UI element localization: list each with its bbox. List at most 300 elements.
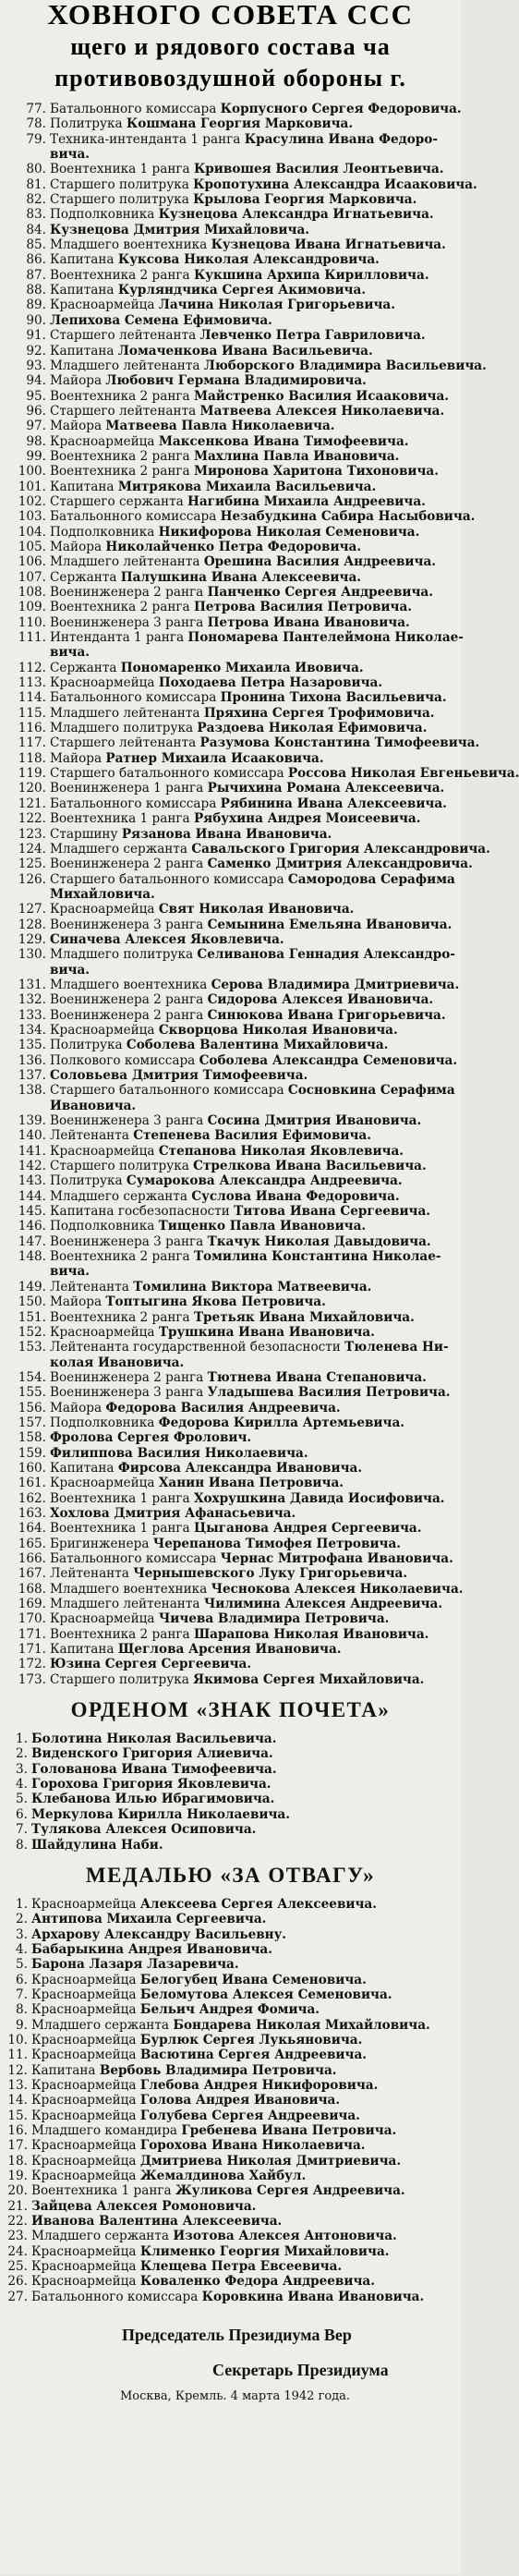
item-number: 116. bbox=[18, 721, 46, 736]
item-text bbox=[50, 1657, 461, 1671]
list-item bbox=[0, 615, 461, 630]
list-item bbox=[0, 781, 461, 796]
item-text bbox=[50, 1416, 461, 1430]
item-number: 20. bbox=[7, 2183, 28, 2199]
awardee-name: Уладышева Василия Петровича. bbox=[207, 1385, 451, 1401]
awardee-rank: Красноармейца bbox=[31, 2002, 140, 2018]
awardee-name: Бабарыкина Андрея Ивановича. bbox=[31, 1941, 272, 1957]
awardee-rank: Красноармейца bbox=[50, 1324, 159, 1340]
item-text bbox=[50, 675, 461, 690]
awardee-rank: Старшего лейтенанта bbox=[50, 328, 200, 344]
item-number: 146. bbox=[18, 1219, 46, 1234]
awardee-name: Митрякова Михаила Васильевича. bbox=[117, 479, 377, 494]
awardee-rank: Красноармейца bbox=[31, 2153, 140, 2169]
item-text bbox=[31, 2214, 461, 2229]
list-item bbox=[0, 464, 461, 479]
item-number: 172. bbox=[18, 1657, 46, 1672]
list-item bbox=[0, 675, 461, 690]
list-item bbox=[0, 857, 473, 872]
awardee-rank: Капитана bbox=[31, 2062, 100, 2078]
awardee-name: вича. bbox=[50, 147, 91, 163]
list-item bbox=[0, 313, 461, 328]
list-item-continuation bbox=[0, 147, 461, 162]
awardee-name: Свят Николая Ивановича. bbox=[158, 902, 355, 917]
item-text bbox=[50, 721, 461, 735]
item-number: 167. bbox=[18, 1566, 46, 1582]
item-text bbox=[31, 1957, 461, 1972]
item-text bbox=[50, 1566, 461, 1581]
list-item bbox=[0, 721, 461, 735]
item-number: 6. bbox=[16, 1972, 28, 1987]
item-text bbox=[50, 917, 461, 932]
item-number: 105. bbox=[18, 539, 46, 554]
awardee-rank: Воентехника 2 ранга bbox=[50, 388, 194, 404]
awardee-rank: Подполковника bbox=[50, 207, 159, 223]
awardee-rank: Воентехника 2 ранга bbox=[50, 600, 194, 615]
awardee-name: Палушкина Ивана Алексеевича. bbox=[120, 569, 361, 585]
awardee-name: Чернас Митрофана Ивановича. bbox=[220, 1551, 453, 1566]
awardee-name: Зайцева Алексея Ромоновича. bbox=[31, 2198, 257, 2214]
awardee-name: Вербовь Владимира Петровича. bbox=[99, 2062, 337, 2078]
awardee-rank: Лейтенанта bbox=[50, 1566, 134, 1582]
awardee-name: Хохлова Дмитрия Афанасьевича. bbox=[50, 1505, 296, 1521]
list-item bbox=[0, 1113, 461, 1128]
awardee-rank: Майора bbox=[50, 373, 106, 389]
item-number: 106. bbox=[18, 554, 46, 570]
awardee-name: Меркулова Кирилла Николаевича. bbox=[31, 1806, 290, 1822]
item-number: 80. bbox=[26, 162, 46, 177]
awardee-name: Савальского Григория Александровича. bbox=[191, 841, 490, 857]
awardee-name: Голубева Сергея Андреевича. bbox=[139, 2108, 360, 2123]
awardee-name: Синачева Алексея Яковлевича. bbox=[50, 931, 284, 947]
awardee-name: Кривошея Василия Леонтьевича. bbox=[193, 162, 444, 177]
list-item bbox=[0, 2108, 461, 2123]
item-number: 131. bbox=[18, 977, 46, 992]
item-text bbox=[31, 1927, 461, 1942]
item-text bbox=[50, 1038, 461, 1052]
item-text bbox=[50, 1642, 461, 1657]
awardee-name: Алексеева Сергея Алексеевича. bbox=[139, 1896, 377, 1912]
item-number: 100. bbox=[18, 464, 46, 480]
item-number: 113. bbox=[18, 675, 46, 691]
awardee-name: Цыганова Андрея Сергеевича. bbox=[193, 1521, 422, 1537]
awardee-name: Николайченко Петра Федоровича. bbox=[105, 539, 362, 554]
list-item bbox=[0, 176, 477, 192]
list-item-continuation bbox=[0, 963, 461, 978]
list-item bbox=[0, 872, 461, 887]
awardee-name: Ломаченкова Ивана Васильевича. bbox=[117, 343, 373, 358]
list-item bbox=[0, 2123, 461, 2138]
item-number: 7. bbox=[16, 1987, 28, 2002]
list-item bbox=[0, 1053, 461, 1068]
awardee-rank: Воентехника 2 ранга bbox=[50, 1309, 194, 1325]
awardee-rank: Воентехника 2 ранга bbox=[50, 1249, 194, 1265]
awardee-name: Максенкова Ивана Тимофеевича. bbox=[158, 433, 409, 449]
item-text bbox=[50, 1204, 461, 1219]
awardee-name: Самородова Серафима bbox=[287, 871, 455, 887]
item-number: 125. bbox=[18, 857, 46, 872]
list-item bbox=[0, 1159, 461, 1173]
item-text bbox=[50, 1128, 461, 1143]
item-number: 13. bbox=[7, 2077, 28, 2093]
item-number: 153. bbox=[18, 1340, 46, 1355]
list-item bbox=[0, 2002, 461, 2017]
awardee-rank: Бригинженера bbox=[50, 1536, 153, 1551]
item-number: 117. bbox=[18, 735, 46, 751]
awardee-rank: Младшего сержанта bbox=[31, 2017, 174, 2033]
item-number: 151. bbox=[18, 1309, 46, 1325]
item-number: 159. bbox=[18, 1445, 46, 1461]
item-text bbox=[50, 630, 464, 645]
awardee-name: Кузнецова Дмитрия Михайловича. bbox=[50, 222, 309, 237]
list-item bbox=[0, 298, 461, 312]
item-text bbox=[50, 132, 461, 147]
awardee-name: Чичева Владимира Петровича. bbox=[158, 1611, 390, 1627]
awardee-rank: Воентехника 1 ранга bbox=[50, 811, 194, 827]
awardee-name: Синюкова Ивана Григорьевича. bbox=[207, 1007, 446, 1023]
item-number: 126. bbox=[18, 871, 46, 887]
awardee-name: Любович Германа Владимировича. bbox=[105, 373, 367, 389]
awardee-rank: Воентехника 2 ранга bbox=[50, 448, 194, 464]
item-text bbox=[50, 600, 461, 614]
list-item bbox=[0, 1732, 461, 1746]
awardee-rank: Младшего политрука bbox=[50, 721, 198, 736]
item-text bbox=[31, 1897, 461, 1912]
list-item bbox=[0, 2229, 461, 2243]
list-item bbox=[0, 358, 487, 373]
item-number: 83. bbox=[26, 207, 46, 223]
item-number: 85. bbox=[26, 237, 46, 253]
item-number: 9. bbox=[16, 2017, 28, 2033]
item-text bbox=[50, 389, 461, 404]
awardee-rank: Подполковника bbox=[50, 1415, 159, 1430]
award-list-main bbox=[0, 102, 519, 1687]
item-text bbox=[50, 554, 461, 569]
item-number: 169. bbox=[18, 1597, 46, 1612]
awardee-rank: Политрука bbox=[50, 1038, 127, 1053]
item-text bbox=[50, 162, 461, 176]
item-number: 127. bbox=[18, 902, 46, 917]
item-text bbox=[31, 1822, 461, 1837]
item-number: 121. bbox=[18, 796, 46, 811]
item-text bbox=[50, 1582, 463, 1597]
awardee-rank: Красноармейца bbox=[31, 2032, 140, 2047]
awardee-name: Горохова Григория Яковлевича. bbox=[31, 1777, 272, 1792]
item-text bbox=[50, 1521, 461, 1536]
list-item bbox=[0, 1957, 461, 1972]
awardee-name: колая Ивановича. bbox=[50, 1355, 185, 1370]
awardee-rank: Подполковника bbox=[50, 524, 159, 540]
awardee-name: Шарапова Николая Ивановича. bbox=[193, 1626, 429, 1642]
item-text bbox=[50, 1430, 461, 1445]
list-item bbox=[0, 1987, 461, 2002]
awardee-rank: Младшего лейтенанта bbox=[50, 1597, 204, 1612]
item-number: 173. bbox=[18, 1671, 46, 1687]
item-text bbox=[50, 661, 461, 675]
awardee-rank: Капитана bbox=[50, 1642, 118, 1658]
awardee-name: Жемалдинова Хайбул. bbox=[139, 2169, 307, 2184]
item-number: 115. bbox=[18, 705, 46, 721]
list-item bbox=[0, 2047, 461, 2062]
awardee-rank: Красноармейца bbox=[50, 1143, 159, 1159]
awardee-rank: Батальонного комиссара bbox=[50, 509, 221, 525]
awardee-name: Кропотухина Александра Исааковича. bbox=[193, 176, 477, 192]
list-item bbox=[0, 585, 461, 600]
list-item bbox=[0, 1083, 461, 1098]
item-text bbox=[50, 978, 461, 992]
list-item bbox=[0, 1023, 461, 1038]
item-text bbox=[50, 1446, 461, 1461]
awardee-name: Жуликова Сергея Андреевича. bbox=[175, 2183, 405, 2199]
awardee-name: Фролова Сергея Фролович. bbox=[50, 1430, 252, 1446]
item-number: 170. bbox=[18, 1611, 46, 1627]
list-item bbox=[0, 2214, 461, 2229]
awardee-name: Походаева Петра Назаровича. bbox=[158, 675, 383, 691]
item-number: 139. bbox=[18, 1113, 46, 1129]
item-number: 144. bbox=[18, 1188, 46, 1204]
awardee-name: Голованова Ивана Тимофеевича. bbox=[31, 1761, 277, 1777]
awardee-rank: Батальонного комиссара bbox=[31, 2289, 202, 2304]
awardee-name: Россова Николая Евгеньевича. bbox=[287, 766, 519, 782]
awardee-name: Соболева Александра Семеновича. bbox=[199, 1052, 458, 1068]
awardee-name: Незабудкина Сабира Насыбовича. bbox=[220, 509, 476, 525]
list-item bbox=[0, 419, 461, 433]
list-item bbox=[0, 2033, 461, 2047]
awardee-rank: Военинженера 2 ранга bbox=[50, 857, 208, 872]
awardee-rank: Военинженера 2 ранга bbox=[50, 1369, 208, 1385]
awardee-rank: Военинженера 3 ранга bbox=[50, 1233, 208, 1249]
awardee-name: Разумова Константина Тимофеевича. bbox=[199, 735, 480, 751]
item-text bbox=[50, 827, 461, 842]
item-text bbox=[50, 373, 461, 388]
list-item bbox=[0, 1973, 461, 1987]
list-item bbox=[0, 237, 461, 252]
list-item bbox=[0, 1897, 461, 1912]
awardee-rank: Старшего лейтенанта bbox=[50, 403, 200, 419]
awardee-rank: Красноармейца bbox=[50, 1611, 159, 1627]
awardee-name: Тулякова Алексея Осиповича. bbox=[31, 1822, 257, 1838]
list-item bbox=[0, 328, 461, 343]
list-item bbox=[0, 751, 461, 766]
item-number: 156. bbox=[18, 1400, 46, 1416]
list-item bbox=[0, 2093, 461, 2108]
awardee-rank: Интенданта 1 ранга bbox=[50, 630, 188, 646]
item-number: 171. bbox=[18, 1642, 46, 1658]
item-text bbox=[50, 796, 461, 811]
awardee-name: Соболева Валентина Михайловича. bbox=[126, 1038, 389, 1053]
item-number: 101. bbox=[18, 479, 46, 494]
list-item bbox=[0, 2290, 461, 2304]
list-item bbox=[0, 841, 490, 857]
awardee-name: Сосина Дмитрия Ивановича. bbox=[207, 1113, 422, 1129]
awardee-name: Виденского Григория Алиевича. bbox=[31, 1746, 273, 1762]
awardee-name: Коваленко Федора Андреевича. bbox=[139, 2274, 375, 2290]
list-item bbox=[0, 1597, 461, 1611]
awardee-name: Третьяк Ивана Михайловича. bbox=[193, 1309, 415, 1325]
awardee-name: Трушкина Ивана Ивановича. bbox=[158, 1324, 375, 1340]
item-text bbox=[31, 2033, 461, 2047]
awardee-rank: Старшего политрука bbox=[50, 192, 194, 208]
item-text bbox=[50, 585, 461, 600]
item-text bbox=[50, 102, 462, 116]
item-number: 145. bbox=[18, 1204, 46, 1220]
item-number: 92. bbox=[26, 343, 46, 358]
awardee-name: Дмитриева Николая Дмитриевича. bbox=[139, 2153, 402, 2169]
item-number: 82. bbox=[26, 192, 46, 208]
item-text bbox=[50, 857, 473, 871]
item-number: 149. bbox=[18, 1279, 46, 1294]
awardee-name: Семынина Емельяна Ивановича. bbox=[207, 917, 453, 932]
item-text bbox=[50, 1189, 461, 1204]
awardee-rank: Младшего сержанта bbox=[31, 2229, 174, 2244]
list-item bbox=[0, 917, 461, 932]
awardee-rank: Красноармейца bbox=[31, 2077, 140, 2093]
awardee-rank: Капитана bbox=[50, 343, 118, 358]
awardee-rank: Майора bbox=[50, 1400, 106, 1416]
item-number: 154. bbox=[18, 1369, 46, 1385]
list-item bbox=[0, 1204, 461, 1219]
item-text bbox=[50, 1385, 461, 1400]
awardee-name: Филиппова Василия Николаевича. bbox=[50, 1445, 308, 1461]
list-item bbox=[0, 389, 461, 404]
item-text bbox=[50, 1068, 461, 1083]
list-item-continuation bbox=[0, 887, 461, 902]
item-number: 130. bbox=[18, 947, 46, 963]
awardee-name: Корпусного Сергея Федоровича. bbox=[220, 102, 462, 116]
awardee-name: Чилимина Алексея Андреевича. bbox=[203, 1597, 443, 1612]
item-number: 21. bbox=[7, 2198, 28, 2214]
awardee-rank: Батальонного комиссара bbox=[50, 1551, 221, 1566]
awardee-name: Нагибина Михаила Андреевича. bbox=[187, 493, 426, 509]
awardee-rank: Подполковника bbox=[50, 1219, 159, 1234]
item-text bbox=[50, 358, 487, 373]
list-item bbox=[0, 252, 461, 267]
item-text bbox=[50, 116, 461, 131]
list-item bbox=[0, 1008, 461, 1023]
awardee-rank: Красноармейца bbox=[50, 298, 159, 313]
awardee-name: Федорова Василия Андреевича. bbox=[105, 1400, 341, 1416]
list-item bbox=[0, 1672, 461, 1687]
item-text bbox=[50, 237, 461, 252]
awardee-name: Клещева Петра Евсеевича. bbox=[139, 2259, 343, 2275]
item-text bbox=[50, 766, 519, 781]
item-text bbox=[50, 1053, 461, 1068]
awardee-name: Лепихова Семена Ефимовича. bbox=[50, 312, 272, 328]
item-number: 137. bbox=[18, 1068, 46, 1083]
item-text bbox=[31, 1792, 461, 1806]
item-text bbox=[50, 1401, 461, 1416]
list-item bbox=[0, 827, 461, 842]
awardee-name: Антипова Михаила Сергеевича. bbox=[31, 1912, 267, 1927]
item-text bbox=[50, 480, 461, 494]
list-item bbox=[0, 1746, 461, 1761]
item-number: 109. bbox=[18, 600, 46, 615]
item-text bbox=[31, 1732, 461, 1746]
item-number: 122. bbox=[18, 811, 46, 827]
item-number: 166. bbox=[18, 1551, 46, 1566]
item-text bbox=[31, 2199, 461, 2214]
list-item bbox=[0, 1446, 461, 1461]
item-number: 138. bbox=[18, 1083, 46, 1099]
list-item bbox=[0, 1249, 461, 1264]
item-text bbox=[31, 2018, 461, 2033]
item-text bbox=[31, 2002, 461, 2017]
item-text bbox=[31, 2108, 461, 2123]
awardee-name: Скворцова Николая Ивановича. bbox=[158, 1022, 398, 1038]
awardee-rank: Старшего батальонного комиссара bbox=[50, 1083, 288, 1099]
list-item bbox=[0, 116, 461, 131]
item-text bbox=[50, 177, 477, 192]
list-item bbox=[0, 1822, 461, 1837]
item-text bbox=[31, 2154, 461, 2169]
item-text bbox=[50, 1551, 461, 1566]
presidium-chair-line: Председатель Президиума Вер bbox=[122, 2326, 352, 2345]
list-item bbox=[0, 207, 461, 222]
list-item bbox=[0, 1038, 461, 1052]
list-item bbox=[0, 661, 461, 675]
awardee-name: Сидорова Алексея Ивановича. bbox=[207, 992, 434, 1008]
awardee-name: Клименко Георгия Михайловича. bbox=[139, 2243, 390, 2259]
item-text bbox=[50, 570, 461, 585]
list-item bbox=[0, 1128, 461, 1143]
awardee-rank: Лейтенанта государственной безопасности bbox=[50, 1340, 345, 1355]
item-text bbox=[50, 1113, 461, 1128]
item-text bbox=[50, 706, 461, 721]
awardee-rank: Красноармейца bbox=[31, 2093, 140, 2108]
item-text bbox=[31, 2229, 461, 2243]
item-text bbox=[50, 1611, 461, 1626]
item-number: 99. bbox=[26, 448, 46, 464]
item-text bbox=[50, 419, 461, 433]
list-item bbox=[0, 1491, 461, 1506]
item-number: 1. bbox=[16, 1896, 28, 1912]
awardee-name: Томилина Виктора Матвеевича. bbox=[133, 1279, 372, 1294]
list-item bbox=[0, 811, 461, 826]
awardee-rank: Воентехника 1 ранга bbox=[50, 162, 194, 177]
item-text bbox=[50, 1597, 461, 1611]
list-item bbox=[0, 1416, 461, 1430]
item-text bbox=[31, 2183, 461, 2198]
awardee-rank: Старшину bbox=[50, 826, 122, 842]
item-text bbox=[50, 690, 461, 705]
list-item bbox=[0, 494, 461, 509]
list-item bbox=[0, 434, 461, 449]
awardee-rank: Батальонного комиссара bbox=[50, 102, 221, 116]
item-number: 147. bbox=[18, 1233, 46, 1249]
awardee-rank: Майора bbox=[50, 419, 106, 434]
item-number: 11. bbox=[7, 2047, 28, 2063]
item-number: 119. bbox=[18, 766, 46, 782]
list-item bbox=[0, 162, 461, 176]
awardee-name: Петрова Василия Петровича. bbox=[193, 600, 413, 615]
awardee-rank: Старшего политрука bbox=[50, 1671, 194, 1687]
item-number: 17. bbox=[7, 2138, 28, 2154]
awardee-rank: Красноармейца bbox=[31, 2169, 140, 2184]
item-text bbox=[50, 494, 461, 509]
awardee-rank: Красноармейца bbox=[50, 902, 159, 917]
awardee-name: Рычихина Романа Алексеевича. bbox=[207, 781, 445, 796]
awardee-name: Чеснокова Алексея Николаевича. bbox=[211, 1581, 464, 1597]
item-text bbox=[50, 509, 475, 524]
awardee-name: Раздоева Николая Ефимовича. bbox=[197, 721, 428, 736]
awardee-rank: Батальонного комиссара bbox=[50, 796, 221, 811]
list-item bbox=[0, 1566, 461, 1581]
list-item bbox=[0, 1476, 461, 1490]
list-item bbox=[0, 540, 461, 554]
awardee-rank: Младшего сержанта bbox=[50, 841, 192, 857]
item-text bbox=[50, 449, 461, 464]
awardee-rank: Красноармейца bbox=[50, 1476, 159, 1491]
